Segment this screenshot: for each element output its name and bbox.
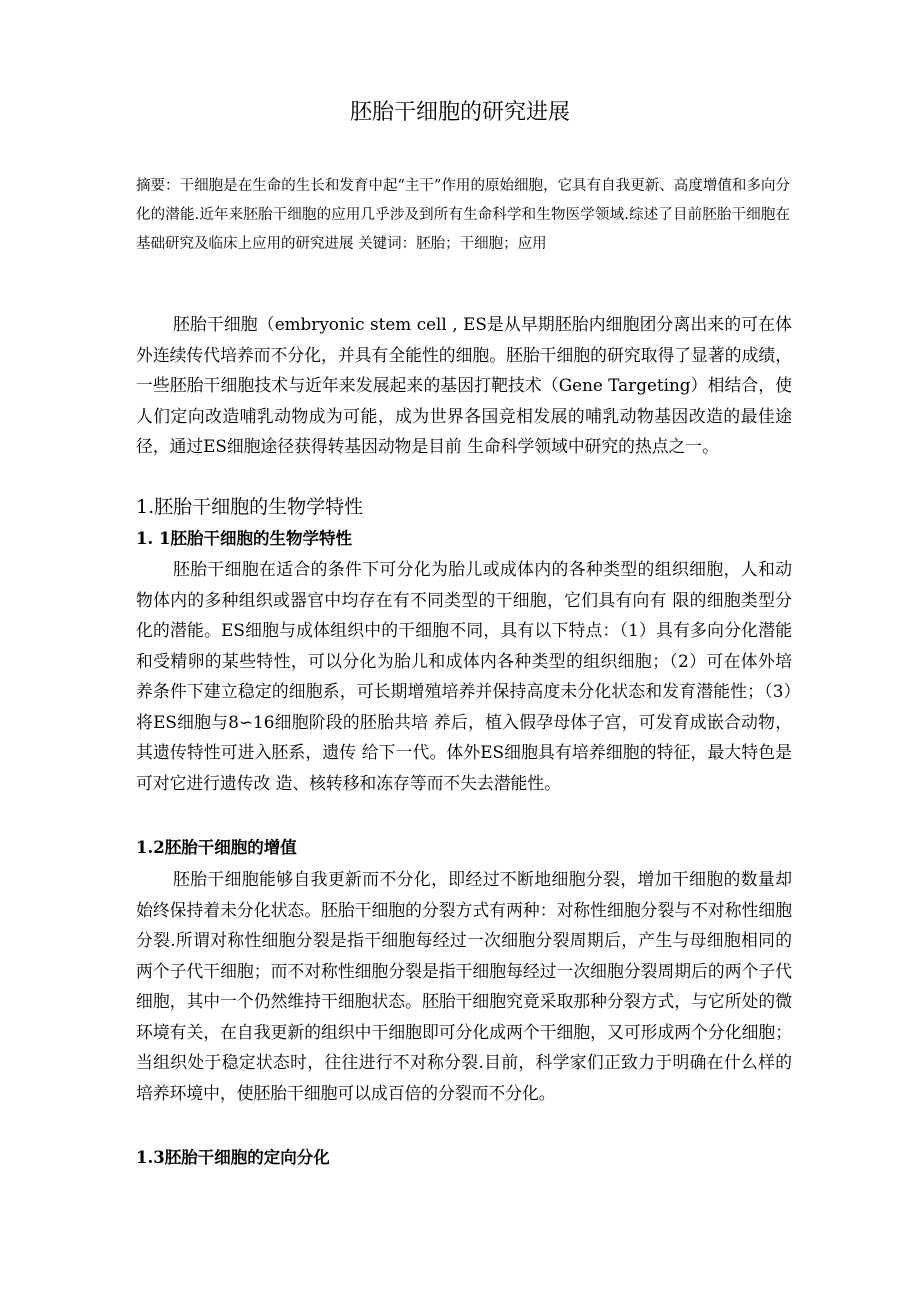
section-1-1-heading: 1. 1胚胎干细胞的生物学特性 <box>136 529 352 548</box>
document-title: 胚胎干细胞的研究进展 <box>349 100 570 125</box>
section-1-1-paragraph: 胚胎干细胞在适合的条件下可分化为胎儿或成体内的各种类型的组织细胞，人和动物体内的多种组织或器官中均存在有不同类型的干细胞，它们具有向有 限的细胞类型分化的潜能。ES细胞与成体组织中的干细胞不同，具有以下特点：（1）具有多向分化潜能和受精卵的某些特性，可以分化为胎儿和成体内各种类型的组织细胞；（2）可在体外培养条件下建立稳定的细胞系，可长期增殖培养并保持高度未分化状态和发育潜能性；（3）将ES细胞与8∽16细胞阶段的胚胎共培 养后，植入假孕母体子宫，可发育成嵌合动物，其遗传特性可进入胚系，遗传 给下一代。体外ES细胞具有培养细胞的特征，最大特色是可对它进行遗传改 造、核转移和冻存等而不失去潜能性。 <box>136 559 792 793</box>
intro-paragraph: 胚胎干细胞（embryonic stem cell , ES是从早期胚胎内细胞团分离出来的可在体外连续传代培养而不分化，并具有全能性的细胞。胚胎干细胞的研究取得了显著的成绩，一些胚胎干细胞技术与近年来发展起来的基因打靶技术（Gene Targeting）相结合，使人们定向改造哺乳动物成为可能，成为世界各国竞相发展的哺乳动物基因改造的最佳途径，通过ES细胞途径获得转基因动物是目前 生命科学领域中研究的热点之一。 <box>136 314 792 456</box>
abstract-paragraph: 摘要：干细胞是在生命的生长和发育中起“主干”作用的原始细胞，它具有自我更新、高度增值和多向分化的潜能.近年来胚胎干细胞的应用几乎涉及到所有生命科学和生物医学领域.综述了目前胚胎干细胞在基础研究及临床上应用的研究进展 关键词：胚胎；干细胞；应用 <box>136 178 790 252</box>
section-1-2-heading: 1.2胚胎干细胞的增值 <box>136 838 297 857</box>
section-1-3-heading: 1.3胚胎干细胞的定向分化 <box>136 1148 330 1167</box>
section-1-2-paragraph: 胚胎干细胞能够自我更新而不分化，即经过不断地细胞分裂，增加干细胞的数量却始终保持着未分化状态。胚胎干细胞的分裂方式有两种：对称性细胞分裂与不对称性细胞分裂.所谓对称性细胞分裂是指干细胞每经过一次细胞分裂周期后，产生与母细胞相同的两个子代干细胞；而不对称性细胞分裂是指干细胞每经过一次细胞分裂周期后的两个子代细胞，其中一个仍然维持干细胞状态。胚胎干细胞究竟采取那种分裂方式，与它所处的微环境有关，在自我更新的组织中干细胞即可分化成两个干细胞，又可形成两个分化细胞；当组织处于稳定状态时，往往进行不对称分裂.目前，科学家们正致力于明确在什么样的培养环境中，使胚胎干细胞可以成百倍的分裂而不分化。 <box>136 869 792 1103</box>
section-1-heading: 1.胚胎干细胞的生物学特性 <box>136 496 364 518</box>
